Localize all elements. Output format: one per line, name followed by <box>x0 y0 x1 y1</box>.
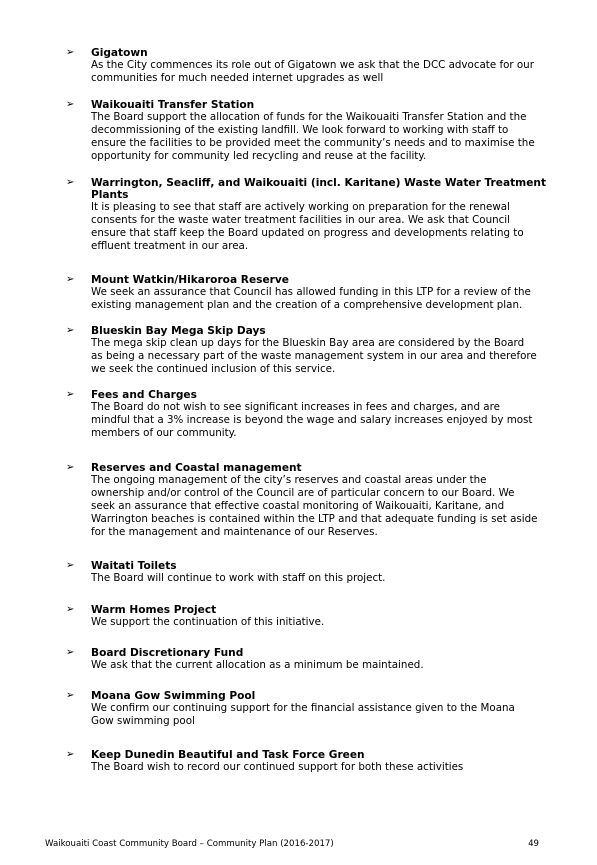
item-heading <box>0 560 597 572</box>
item-body <box>0 702 597 728</box>
page-number: 49 <box>528 839 539 849</box>
item-heading-text: Moana Gow Swimming Pool <box>91 690 256 702</box>
item-heading-text: Keep Dunedin Beautiful and Task Force Green <box>91 749 365 761</box>
plan-item <box>0 325 597 376</box>
arrow-bullet-icon: ➢ <box>66 177 75 188</box>
item-body <box>0 616 597 629</box>
body-line: ensure the facilities to be provided meet the community’s needs and to maximise the <box>91 136 535 149</box>
body-line: opportunity for community led recycling and reuse at the facility. <box>91 149 427 162</box>
body-line: communities for much needed internet upgrades as well <box>91 71 384 84</box>
plan-item <box>0 389 597 440</box>
body-line: The ongoing management of the city’s reserves and coastal areas under the <box>91 474 487 486</box>
item-heading <box>0 47 597 59</box>
item-heading-text: Waitati Toilets <box>91 560 177 572</box>
item-heading-text: Mount Watkin/Hikaroroa Reserve <box>91 274 289 286</box>
arrow-bullet-icon: ➢ <box>66 47 75 58</box>
item-heading-text: Plants <box>91 189 129 201</box>
arrow-bullet-icon: ➢ <box>66 389 75 400</box>
item-body <box>0 286 597 312</box>
item-heading-text: Warrington, Seacliff, and Waikouaiti (incl. Karitane) Waste Water Treatment <box>91 177 547 189</box>
body-line: The Board will continue to work with staff on this project. <box>91 572 386 584</box>
item-body <box>0 572 597 585</box>
body-line: We seek an assurance that Council has allowed funding in this LTP for a review of the <box>91 286 531 298</box>
item-heading-text: Gigatown <box>91 47 148 59</box>
body-line: It is pleasing to see that staff are actively working on preparation for the renewal <box>91 201 510 213</box>
item-body <box>0 474 597 539</box>
item-heading <box>0 274 597 286</box>
body-line: We confirm our continuing support for the financial assistance given to the Moana <box>91 702 515 714</box>
arrow-bullet-icon: ➢ <box>66 99 75 110</box>
body-line: The Board support the allocation of funds for the Waikouaiti Transfer Station and the <box>91 111 527 123</box>
plan-item <box>0 99 597 163</box>
plan-item <box>0 177 597 253</box>
body-line: mindful that a 3% increase is beyond the wage and salary increases enjoyed by most <box>91 413 533 426</box>
item-heading <box>0 647 597 659</box>
body-line: effluent treatment in our area. <box>91 239 249 252</box>
body-line: We support the continuation of this initiative. <box>91 616 325 628</box>
item-heading <box>0 325 597 337</box>
body-line: ensure that staff keep the Board updated on progress and developments relating to <box>91 226 524 239</box>
item-heading-text: Blueskin Bay Mega Skip Days <box>91 325 266 337</box>
item-heading-text: Warm Homes Project <box>91 604 217 616</box>
plan-item <box>0 647 597 672</box>
item-heading <box>0 99 597 111</box>
body-line: we seek the continued inclusion of this service. <box>91 362 336 375</box>
plan-item <box>0 560 597 585</box>
item-heading <box>0 189 597 201</box>
arrow-bullet-icon: ➢ <box>66 462 75 473</box>
body-line: Gow swimming pool <box>91 714 195 727</box>
body-line: We ask that the current allocation as a minimum be maintained. <box>91 659 424 671</box>
body-line: for the management and maintenance of our Reserves. <box>91 525 378 538</box>
item-heading <box>0 749 597 761</box>
item-heading-text: Reserves and Coastal management <box>91 462 302 474</box>
body-line: The mega skip clean up days for the Blueskin Bay area are considered by the Board <box>91 337 525 349</box>
item-heading-text: Fees and Charges <box>91 389 197 401</box>
item-heading <box>0 389 597 401</box>
arrow-bullet-icon: ➢ <box>66 560 75 571</box>
arrow-bullet-icon: ➢ <box>66 325 75 336</box>
arrow-bullet-icon: ➢ <box>66 749 75 760</box>
item-body <box>0 337 597 376</box>
body-line: existing management plan and the creation of a comprehensive development plan. <box>91 298 523 311</box>
plan-item <box>0 690 597 728</box>
body-line: members of our community. <box>91 426 237 439</box>
footer-title: Waikouaiti Coast Community Board – Community Plan (2016-2017) <box>45 839 334 849</box>
body-line: As the City commences its role out of Gigatown we ask that the DCC advocate for our <box>91 59 534 71</box>
item-body <box>0 401 597 440</box>
body-line: consents for the waste water treatment facilities in our area. We ask that Council <box>91 213 511 226</box>
item-body <box>0 111 597 163</box>
item-body <box>0 59 597 85</box>
arrow-bullet-icon: ➢ <box>66 690 75 701</box>
item-heading <box>0 604 597 616</box>
body-line: as being a necessary part of the waste management system in our area and therefore <box>91 349 537 362</box>
arrow-bullet-icon: ➢ <box>66 647 75 658</box>
body-line: decommissioning of the existing landfill. We look forward to working with staff to <box>91 123 509 136</box>
item-body <box>0 659 597 672</box>
arrow-bullet-icon: ➢ <box>66 274 75 285</box>
item-heading <box>0 462 597 474</box>
page-footer <box>45 839 539 849</box>
item-heading <box>0 690 597 702</box>
body-line: Warrington beaches is contained within the LTP and that adequate funding is set aside <box>91 512 538 525</box>
item-heading-text: Board Discretionary Fund <box>91 647 244 659</box>
body-line: The Board wish to record our continued support for both these activities <box>91 761 464 773</box>
item-body <box>0 201 597 253</box>
plan-item <box>0 462 597 539</box>
body-line: ownership and/or control of the Council are of particular concern to our Board. We <box>91 486 515 499</box>
item-heading <box>0 177 597 189</box>
plan-item <box>0 749 597 774</box>
body-line: seek an assurance that effective coastal monitoring of Waikouaiti, Karitane, and <box>91 499 505 512</box>
plan-item <box>0 274 597 312</box>
arrow-bullet-icon: ➢ <box>66 604 75 615</box>
plan-item <box>0 604 597 629</box>
plan-item <box>0 47 597 85</box>
item-heading-text: Waikouaiti Transfer Station <box>91 99 255 111</box>
item-body <box>0 761 597 774</box>
body-line: The Board do not wish to see significant increases in fees and charges, and are <box>91 401 500 413</box>
